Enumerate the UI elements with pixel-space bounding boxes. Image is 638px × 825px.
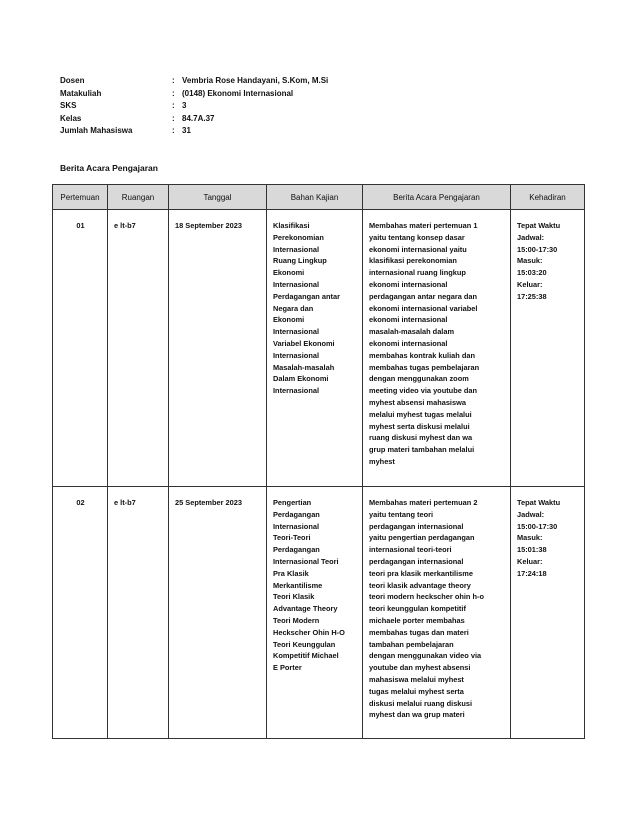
cell-line: Internasional [273, 521, 319, 531]
cell-line: Teori-Teori [273, 533, 311, 543]
section-title: Berita Acara Pengajaran [60, 163, 158, 173]
cell-line: Advantage Theory [273, 604, 338, 614]
cell-line: Ruang Lingkup [273, 256, 327, 266]
cell-pertemuan: 01 [53, 210, 108, 487]
cell-bahan-kajian [267, 487, 363, 739]
cell-line: Teori Klasik [273, 592, 315, 602]
table-row [53, 487, 585, 739]
cell-line: Membahas materi pertemuan 2 [369, 498, 478, 507]
cell-line: E Porter [273, 663, 302, 673]
cell-line: Membahas materi pertemuan 1 [369, 221, 478, 230]
cell-line: Keluar: [517, 556, 543, 566]
info-separator: : [172, 101, 175, 110]
cell-line: Perdagangan [273, 545, 320, 555]
cell-bahan-kajian [267, 210, 363, 487]
cell-line: Internasional [273, 386, 319, 396]
info-separator: : [172, 126, 175, 135]
cell-line: teori klasik advantage theory [369, 580, 471, 590]
header-pertemuan: Pertemuan [53, 185, 108, 210]
table-header-row [53, 185, 585, 210]
cell-line: Kompetitif Michael [273, 651, 339, 661]
cell-line: Dalam Ekonomi [273, 374, 329, 384]
cell-line: Internasional [273, 279, 319, 289]
cell-line: Ekonomi [273, 315, 305, 325]
cell-line: Tepat Waktu [517, 498, 561, 507]
cell-tanggal: 18 September 2023 [169, 210, 267, 487]
cell-line: youtube dan myhest absensi [369, 663, 471, 673]
cell-line: Negara dan [273, 303, 314, 313]
cell-line: perdagangan internasional [369, 521, 464, 531]
cell-line: Merkantilisme [273, 580, 323, 590]
cell-line: Internasional [273, 327, 319, 337]
info-value: 31 [182, 126, 191, 135]
cell-line: tugas melalui myhest serta [369, 686, 464, 696]
info-row-kelas [60, 113, 328, 126]
cell-line: internasional ruang lingkup [369, 268, 466, 278]
cell-line: perdagangan internasional [369, 556, 464, 566]
info-row-dosen [60, 75, 328, 88]
info-value: (0148) Ekonomi Internasional [182, 88, 294, 98]
info-label: Matakuliah [60, 88, 102, 98]
cell-berita-acara [363, 210, 511, 487]
cell-line: teori pra klasik merkantilisme [369, 568, 473, 578]
cell-line: membahas tugas dan materi [369, 627, 469, 637]
cell-ruangan: e lt-b7 [108, 210, 169, 487]
cell-line: Jadwal: [517, 509, 545, 519]
info-value: 3 [182, 101, 187, 110]
cell-line: melalui myhest tugas melalui [369, 409, 472, 419]
info-label: SKS [60, 101, 77, 110]
cell-line: membahas tugas pembelajaran [369, 362, 480, 372]
cell-line: Internasional [273, 350, 319, 360]
info-label: Kelas [60, 113, 82, 123]
teaching-record-table [52, 184, 585, 739]
cell-line: 17:25:38 [517, 291, 547, 301]
course-info [60, 75, 328, 138]
header-kehadiran: Kehadiran [511, 185, 585, 210]
cell-line: tambahan pembelajaran [369, 639, 454, 649]
info-separator: : [172, 88, 175, 98]
info-label: Dosen [60, 76, 85, 85]
cell-line: diskusi melalui ruang diskusi [369, 698, 473, 708]
cell-line: dengan menggunakan zoom [369, 374, 469, 384]
cell-line: membahas kontrak kuliah dan [369, 350, 475, 360]
cell-line: Klasifikasi [273, 221, 310, 230]
cell-line: teori modern heckscher ohin h-o [369, 592, 484, 602]
cell-line: teori keunggulan kompetitif [369, 604, 466, 614]
cell-line: Pengertian [273, 498, 312, 507]
cell-line: 15:01:38 [517, 545, 547, 555]
cell-line: Teori Keunggulan [273, 639, 336, 649]
header-berita-acara: Berita Acara Pengajaran [363, 185, 511, 210]
cell-line: Jadwal: [517, 232, 545, 242]
cell-line: internasional teori-teori [369, 545, 452, 555]
cell-line: yaitu pengertian perdagangan [369, 533, 475, 543]
cell-line: yaitu tentang konsep dasar [369, 232, 465, 242]
info-row-jumlah [60, 125, 328, 138]
cell-line: meeting video via youtube dan [369, 386, 478, 396]
info-value: 84.7A.37 [182, 113, 215, 123]
cell-berita-acara [363, 487, 511, 739]
cell-line: ekonomi internasional [369, 338, 448, 348]
cell-line: ekonomi internasional variabel [369, 303, 478, 313]
cell-line: klasifikasi perekonomian [369, 256, 457, 266]
info-separator: : [172, 113, 175, 123]
cell-kehadiran [511, 210, 585, 487]
cell-line: ekonomi internasional [369, 315, 448, 325]
cell-line: Ekonomi [273, 268, 305, 278]
cell-line: Perdagangan [273, 509, 320, 519]
info-row-sks [60, 100, 328, 113]
cell-line: michaele porter membahas [369, 615, 465, 625]
cell-line: Variabel Ekonomi [273, 338, 335, 348]
cell-line: Pra Klasik [273, 568, 309, 578]
cell-line: Internasional [273, 244, 319, 254]
info-row-matakuliah [60, 88, 328, 101]
cell-ruangan: e lt-b7 [108, 487, 169, 739]
header-tanggal: Tanggal [169, 185, 267, 210]
cell-line: Heckscher Ohin H-O [273, 627, 345, 637]
header-bahan-kajian: Bahan Kajian [267, 185, 363, 210]
cell-line: perdagangan antar negara dan [369, 291, 478, 301]
cell-line: 15:00-17:30 [517, 521, 558, 531]
cell-line: Teori Modern [273, 615, 320, 625]
cell-line: grup materi tambahan melalui [369, 445, 475, 455]
cell-line: myhest serta diskusi melalui [369, 421, 470, 431]
cell-pertemuan: 02 [53, 487, 108, 739]
cell-line: 15:00-17:30 [517, 244, 558, 254]
cell-line: Masuk: [517, 256, 543, 266]
cell-line: myhest [369, 456, 395, 466]
cell-line: Perdagangan antar [273, 291, 340, 301]
cell-kehadiran [511, 487, 585, 739]
cell-line: ruang diskusi myhest dan wa [369, 433, 473, 443]
cell-line: myhest absensi mahasiswa [369, 397, 466, 407]
cell-line: mahasiswa melalui myhest [369, 674, 464, 684]
cell-line: Internasional Teori [273, 556, 339, 566]
cell-line: Keluar: [517, 279, 543, 289]
cell-line: yaitu tentang teori [369, 509, 434, 519]
cell-line: Tepat Waktu [517, 221, 561, 230]
info-value: Vembria Rose Handayani, S.Kom, M.Si [182, 76, 329, 85]
cell-line: Masalah-masalah [273, 362, 335, 372]
cell-line: ekonomi internasional yaitu [369, 244, 467, 254]
cell-tanggal: 25 September 2023 [169, 487, 267, 739]
header-ruangan: Ruangan [108, 185, 169, 210]
cell-line: dengan menggunakan video via [369, 651, 482, 661]
table-row [53, 210, 585, 487]
info-separator: : [172, 76, 175, 85]
cell-line: ekonomi internasional [369, 279, 448, 289]
cell-line: Perekonomian [273, 232, 324, 242]
info-label: Jumlah Mahasiswa [60, 126, 133, 135]
cell-line: 15:03:20 [517, 268, 547, 278]
cell-line: Masuk: [517, 533, 543, 543]
cell-line: 17:24:18 [517, 568, 547, 578]
cell-line: myhest dan wa grup materi [369, 710, 465, 720]
cell-line: masalah-masalah dalam [369, 327, 455, 337]
